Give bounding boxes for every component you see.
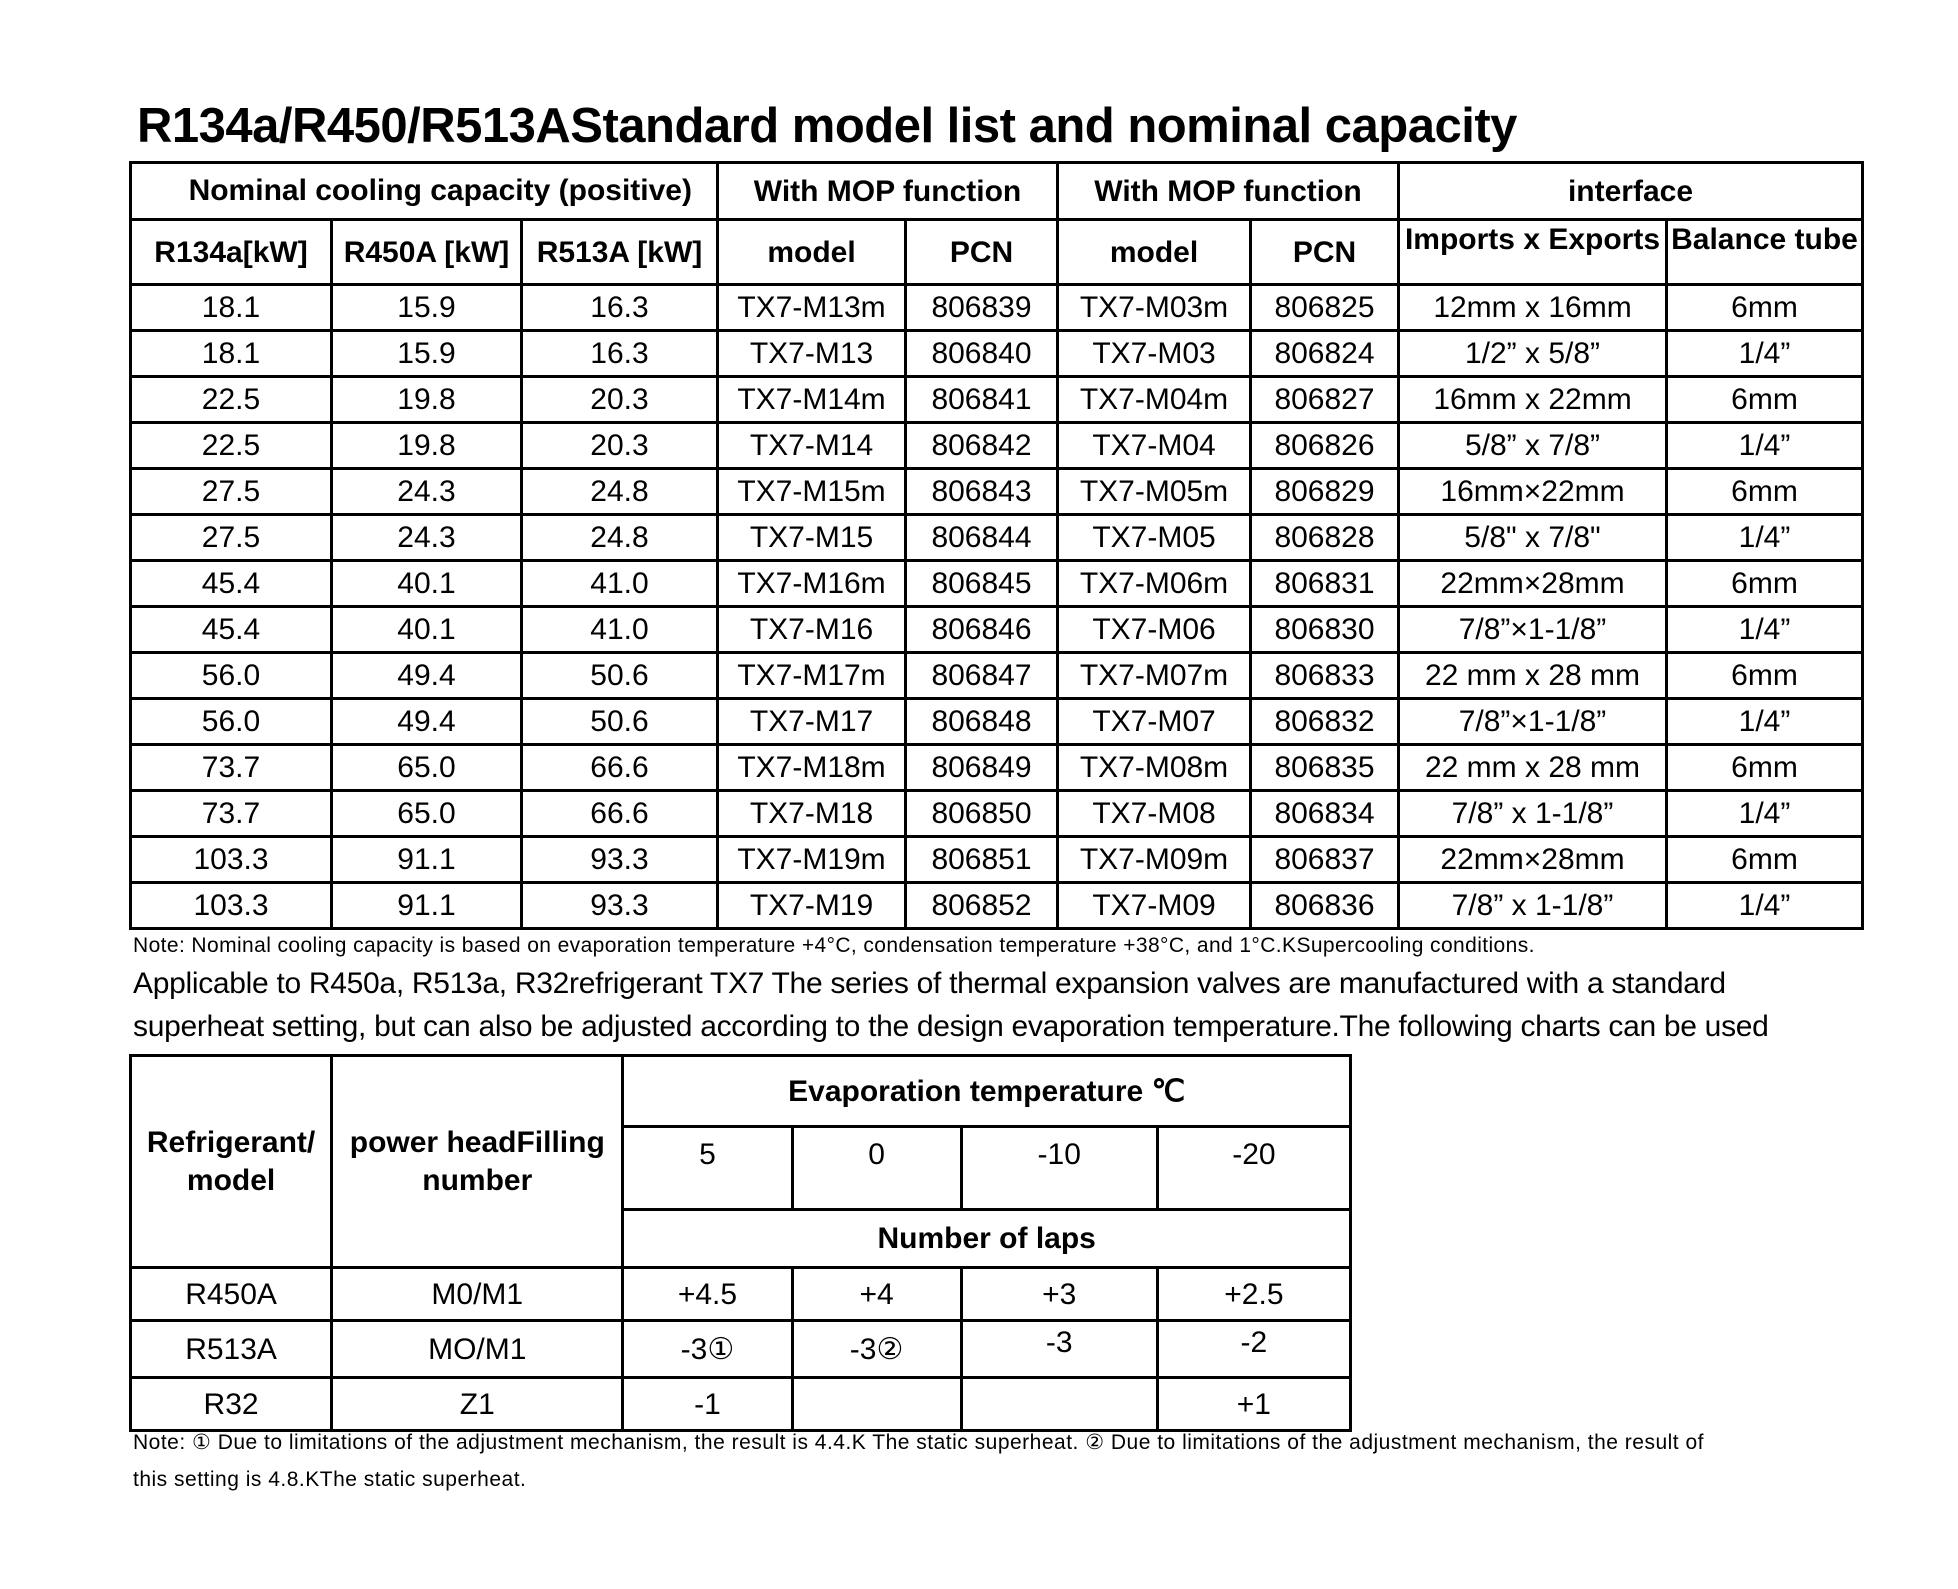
group-header-row [131,163,1863,220]
table-cell: 806849 [906,745,1058,791]
table-cell: 56.0 [131,699,332,745]
table-cell: 66.6 [522,745,718,791]
table-cell: TX7-M16m [718,561,906,607]
table-cell: 5/8” x 7/8” [1399,423,1667,469]
table-cell: 50.6 [522,699,718,745]
table-cell: 18.1 [131,285,332,331]
table-cell: 65.0 [332,791,522,837]
note-line: Note: ① Due to limitations of the adjustment mechanism, the result is 4.4.K The static superheat. ② Due to limitations of the adjustment mechanism, the result of [133,1431,1704,1454]
table-cell: 806830 [1251,607,1399,653]
table-cell: 50.6 [522,653,718,699]
table-cell: 1/4” [1667,883,1863,929]
table-cell: 7/8” x 1-1/8” [1399,791,1667,837]
table-cell: 73.7 [131,745,332,791]
table-cell: 24.3 [332,515,522,561]
table-cell: 6mm [1667,653,1863,699]
table-cell: -1 [623,1378,792,1431]
table-cell: M0/M1 [332,1268,623,1321]
table-cell: 16.3 [522,285,718,331]
table-cell: +3 [961,1268,1157,1321]
table-cell: 66.6 [522,791,718,837]
table-cell: 65.0 [332,745,522,791]
table-cell: 806840 [906,331,1058,377]
table-cell: TX7-M19m [718,837,906,883]
table-row [131,653,1863,699]
table-cell: 73.7 [131,791,332,837]
table-cell: 24.8 [522,515,718,561]
page-title: R134a/R450/R513AStandard model list and nominal capacity [137,99,1517,153]
table-row [131,791,1863,837]
table-cell: TX7-M06m [1058,561,1251,607]
table-cell: TX7-M18m [718,745,906,791]
superheat-note [133,1424,1873,1498]
table-cell: 5/8" x 7/8" [1399,515,1667,561]
column-header: Imports x Exports [1399,220,1667,285]
table-cell: 6mm [1667,745,1863,791]
column-header: Balance tube [1667,220,1863,285]
table-cell: 806850 [906,791,1058,837]
table-cell: 41.0 [522,607,718,653]
table-cell: 19.8 [332,377,522,423]
table-cell: 806824 [1251,331,1399,377]
paragraph-line: Applicable to R450a, R513a, R32refrigerant TX7 The series of thermal expansion valves are manufactured with a standard [133,967,1726,1000]
table-cell: 806837 [1251,837,1399,883]
table-cell: TX7-M14 [718,423,906,469]
table-cell [961,1378,1157,1431]
table-cell: TX7-M05m [1058,469,1251,515]
table-cell: 22mm×28mm [1399,837,1667,883]
table-cell: TX7-M14m [718,377,906,423]
filling-number-header: power headFilling number [332,1056,623,1268]
table-cell: TX7-M07 [1058,699,1251,745]
table-cell: TX7-M03 [1058,331,1251,377]
table-cell: 22mm×28mm [1399,561,1667,607]
table-cell: 806845 [906,561,1058,607]
table-cell: Z1 [332,1378,623,1431]
table-cell: 806833 [1251,653,1399,699]
table-cell: 1/4” [1667,791,1863,837]
table-row [131,745,1863,791]
table-cell: TX7-M19 [718,883,906,929]
table-row [131,423,1863,469]
table-cell: 45.4 [131,561,332,607]
table-cell: 806852 [906,883,1058,929]
table-cell: 49.4 [332,653,522,699]
table-cell: 15.9 [332,285,522,331]
table-cell: 1/4” [1667,331,1863,377]
note-line: this setting is 4.8.KThe static superheat. [133,1468,527,1491]
table-cell: 806844 [906,515,1058,561]
table-cell: 806826 [1251,423,1399,469]
table-cell: TX7-M13 [718,331,906,377]
table-cell: 1/2” x 5/8” [1399,331,1667,377]
superheat-adjustment-table [129,1054,1352,1432]
table-cell: 806847 [906,653,1058,699]
table-cell: 40.1 [332,561,522,607]
table-cell: 806835 [1251,745,1399,791]
table-cell: TX7-M09 [1058,883,1251,929]
column-header-row [131,220,1863,285]
table-row [131,469,1863,515]
table-cell [792,1378,961,1431]
table-cell: TX7-M08 [1058,791,1251,837]
table-cell: 45.4 [131,607,332,653]
table-cell: 16.3 [522,331,718,377]
table-cell: MO/M1 [332,1321,623,1378]
table-cell: 93.3 [522,883,718,929]
table-cell: 41.0 [522,561,718,607]
table-cell: 806831 [1251,561,1399,607]
table-row [131,699,1863,745]
table-cell: 20.3 [522,423,718,469]
table-row [131,883,1863,929]
superheat-paragraph [133,962,1863,1048]
table-cell: 6mm [1667,837,1863,883]
table-cell: +4 [792,1268,961,1321]
table-cell: TX7-M07m [1058,653,1251,699]
table-cell: 15.9 [332,331,522,377]
table-cell: TX7-M17 [718,699,906,745]
table-cell: TX7-M13m [718,285,906,331]
table-cell: 49.4 [332,699,522,745]
table-cell: 1/4” [1667,699,1863,745]
refrigerant-model-header: Refrigerant/ model [131,1056,332,1268]
table-cell: -3① [623,1321,792,1378]
table-cell: TX7-M06 [1058,607,1251,653]
table-cell: 806848 [906,699,1058,745]
table-cell: R32 [131,1378,332,1431]
table-row [131,1321,1351,1378]
table-cell: TX7-M04m [1058,377,1251,423]
table-cell: -3② [792,1321,961,1378]
interface-header: interface [1399,163,1863,220]
table-cell: TX7-M15 [718,515,906,561]
table-cell: 806836 [1251,883,1399,929]
table-cell: 1/4” [1667,515,1863,561]
temperature-cell: 5 [623,1127,792,1210]
table-cell: TX7-M05 [1058,515,1251,561]
table-cell: 56.0 [131,653,332,699]
table-cell: 806841 [906,377,1058,423]
table-row [131,1378,1351,1431]
table-cell: 103.3 [131,883,332,929]
table-row [131,1268,1351,1321]
table-cell: 806829 [1251,469,1399,515]
table-cell: 806828 [1251,515,1399,561]
table-cell: 7/8”×1-1/8” [1399,699,1667,745]
temperature-cell: -10 [961,1127,1157,1210]
table-cell: TX7-M03m [1058,285,1251,331]
mop-header-2: With MOP function [1058,163,1399,220]
table-cell: TX7-M08m [1058,745,1251,791]
table-cell: 93.3 [522,837,718,883]
table-cell: 27.5 [131,469,332,515]
column-header: PCN [906,220,1058,285]
table-cell: 91.1 [332,883,522,929]
table-cell: -3 [961,1321,1157,1378]
table-cell: TX7-M18 [718,791,906,837]
table-row [131,515,1863,561]
table-cell: TX7-M04 [1058,423,1251,469]
nominal-capacity-header: Nominal cooling capacity (positive) [131,163,718,220]
table-cell: R450A [131,1268,332,1321]
temperature-cell: -20 [1157,1127,1350,1210]
table-cell: 12mm x 16mm [1399,285,1667,331]
table-cell: 1/4” [1667,423,1863,469]
table-cell: 24.8 [522,469,718,515]
table-row [131,607,1863,653]
column-header: model [718,220,906,285]
paragraph-line: superheat setting, but can also be adjusted according to the design evaporation temperature.The following charts can be used [133,1010,1769,1043]
table-row [131,377,1863,423]
table-cell: 806832 [1251,699,1399,745]
evaporation-temperature-header: Evaporation temperature ℃ [623,1056,1351,1127]
table-cell: 806843 [906,469,1058,515]
table-cell: 22 mm x 28 mm [1399,653,1667,699]
table-cell: 19.8 [332,423,522,469]
table-cell: 16mm×22mm [1399,469,1667,515]
table-cell: 6mm [1667,377,1863,423]
table-cell: 103.3 [131,837,332,883]
column-header: R450A [kW] [332,220,522,285]
column-header: model [1058,220,1251,285]
table-cell: TX7-M16 [718,607,906,653]
table-row [131,837,1863,883]
table-cell: 806842 [906,423,1058,469]
table-cell: 1/4” [1667,607,1863,653]
table-cell: 6mm [1667,561,1863,607]
table-cell: 16mm x 22mm [1399,377,1667,423]
number-of-laps-header: Number of laps [623,1210,1351,1268]
table-cell: 806846 [906,607,1058,653]
temperature-cell: 0 [792,1127,961,1210]
table-cell: TX7-M15m [718,469,906,515]
column-header: PCN [1251,220,1399,285]
table-cell: TX7-M09m [1058,837,1251,883]
table-cell: 91.1 [332,837,522,883]
table-cell: 22.5 [131,423,332,469]
table-cell: 40.1 [332,607,522,653]
table-cell: R513A [131,1321,332,1378]
column-header: R513A [kW] [522,220,718,285]
column-header: R134a[kW] [131,220,332,285]
table-cell: 27.5 [131,515,332,561]
table-cell: 18.1 [131,331,332,377]
table-cell: 6mm [1667,285,1863,331]
table-cell: 806834 [1251,791,1399,837]
table-row [131,561,1863,607]
mop-header-1: With MOP function [718,163,1058,220]
table-cell: 806825 [1251,285,1399,331]
table-cell: TX7-M17m [718,653,906,699]
table-cell: 22 mm x 28 mm [1399,745,1667,791]
table-cell: 6mm [1667,469,1863,515]
table-cell: 7/8”×1-1/8” [1399,607,1667,653]
table-cell: 22.5 [131,377,332,423]
table-cell: -2 [1157,1321,1350,1378]
table-cell: +4.5 [623,1268,792,1321]
table-cell: 806851 [906,837,1058,883]
table-cell: 7/8” x 1-1/8” [1399,883,1667,929]
table-cell: 806839 [906,285,1058,331]
table-cell: 20.3 [522,377,718,423]
table-cell: +1 [1157,1378,1350,1431]
table-cell: 806827 [1251,377,1399,423]
table-cell: 24.3 [332,469,522,515]
model-capacity-table [129,161,1864,930]
table-row [131,285,1863,331]
capacity-note: Note: Nominal cooling capacity is based on evaporation temperature +4°C, condensation temperature +38°C, and 1°C.KSupercooling conditions. [133,934,1535,957]
table-cell: +2.5 [1157,1268,1350,1321]
table-row [131,331,1863,377]
